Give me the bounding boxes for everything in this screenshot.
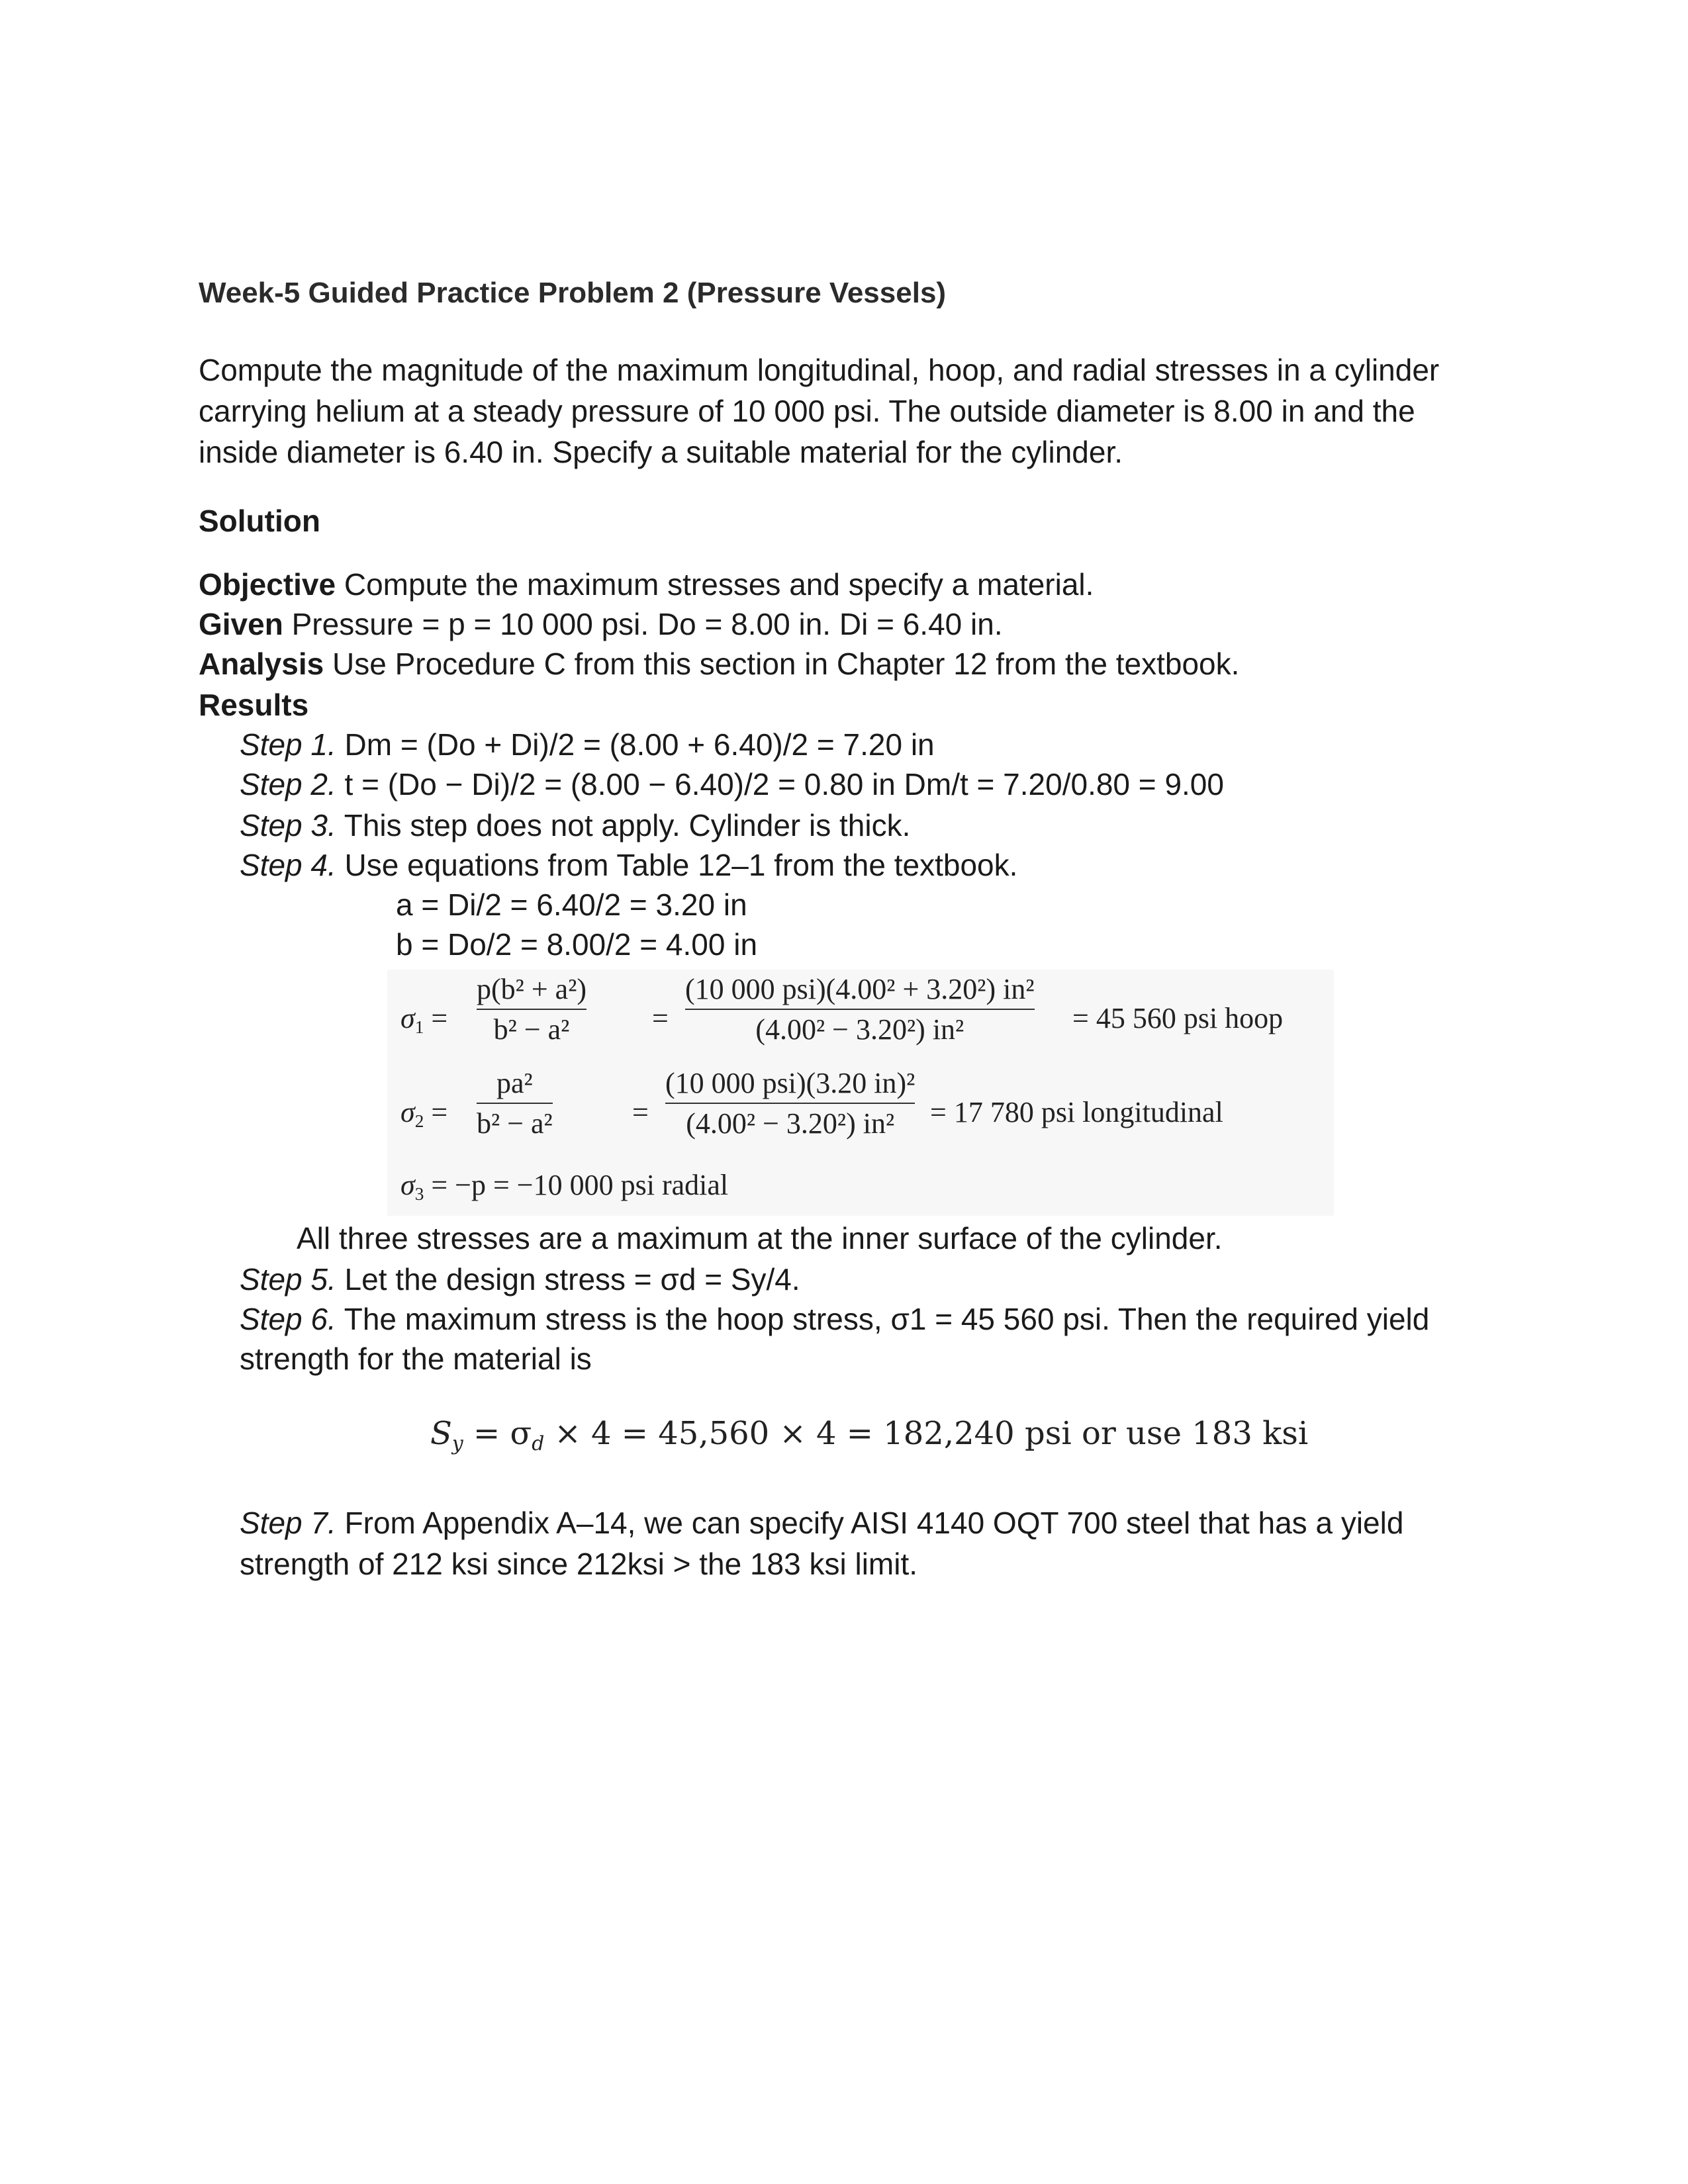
step-7 [240, 1505, 1403, 1541]
objective-text: Compute the maximum stresses and specify a material. [336, 567, 1094, 602]
step-7-text: From Appendix A–14, we can specify AISI 4140 OQT 700 steel that has a yield [336, 1506, 1404, 1540]
step-1-label: Step 1. [240, 727, 336, 762]
sigma2-lhs: $\sigma_2$ = [400, 1096, 448, 1132]
b-definition: b = Do/2 = 8.00/2 = 4.00 in [396, 927, 758, 962]
objective-line [199, 567, 1094, 602]
analysis-text: Use Procedure C from this section in Chapter 12 from the textbook. [324, 647, 1240, 681]
max-stress-note: All three stresses are a maximum at the inner surface of the cylinder. [297, 1221, 1223, 1255]
step-4-label: Step 4. [240, 848, 336, 882]
sigma1-sub-num: (10 000 psi)(4.00² + 3.20²) in² [685, 973, 1035, 1005]
sigma3-equation: $\sigma_3 = -p = -10$ 000 psi radial [400, 1169, 729, 1205]
yield-strength-equation: $S_y = \sigma_d \times 4 = 45,560 \times 4 = 182,240$ psi or use 183 ksi [430, 1415, 1309, 1455]
step-3-text: This step does not apply. Cylinder is thick. [336, 808, 911, 842]
step-1-text: Dm = (Do + Di)/2 = (8.00 + 6.40)/2 = 7.20 in [336, 727, 935, 762]
objective-label: Objective [199, 567, 336, 602]
given-line [199, 606, 1003, 642]
sigma2-sub-num: (10 000 psi)(3.20 in)² [665, 1067, 915, 1099]
step-4-text: Use equations from Table 12–1 from the textbook. [336, 848, 1018, 882]
step-5-label: Step 5. [240, 1262, 336, 1297]
step-6 [240, 1301, 1429, 1337]
sigma2-sub-den: (4.00² − 3.20²) in² [686, 1107, 895, 1140]
sigma2-substitution [665, 1066, 915, 1140]
step-3-label: Step 3. [240, 808, 336, 842]
given-label: Given [199, 607, 283, 641]
step-1 [240, 727, 935, 762]
sigma1-result: = 45 560 psi hoop [1072, 1002, 1284, 1034]
step-2-text: t = (Do − Di)/2 = (8.00 − 6.40)/2 = 0.80 in Dm/t = 7.20/0.80 = 9.00 [336, 767, 1224, 801]
problem-line-2: carrying helium at a steady pressure of 10 000 psi. The outside diameter is 8.00 in and the [199, 394, 1415, 428]
sigma1-formula-num: p(b² + a²) [477, 973, 587, 1005]
step-6-text: The maximum stress is the hoop stress, σ1 = 45 560 psi. Then the required yield [336, 1302, 1430, 1336]
step-6-label: Step 6. [240, 1302, 336, 1336]
step-2 [240, 766, 1224, 802]
sigma1-formula [477, 972, 586, 1046]
sigma2-formula-num: pa² [496, 1067, 533, 1099]
step-4 [240, 847, 1017, 883]
step-2-label: Step 2. [240, 767, 336, 801]
step-5-text: Let the design stress = σd = Sy/4. [336, 1262, 800, 1297]
step-5 [240, 1261, 800, 1297]
step-6-continuation: strength for the material is [240, 1342, 592, 1376]
sigma2-formula [477, 1066, 553, 1140]
problem-line-1: Compute the magnitude of the maximum longitudinal, hoop, and radial stresses in a cylinder [199, 353, 1440, 387]
solution-heading: Solution [199, 504, 320, 538]
analysis-line [199, 646, 1239, 682]
analysis-label: Analysis [199, 647, 324, 681]
sigma2-formula-den: b² − a² [477, 1107, 553, 1140]
step-7-label: Step 7. [240, 1506, 336, 1540]
stress-equations: $\sigma_1$ = p(b² + a²) b² − a² = (10 000 psi)(4.00² + 3.20²) in² (4.00² − 3.20²) in² = 45 560 psi hoop $\sigma_2$ = pa² b² − a² = (10 000 psi)(3.20 in)² (4.00² − 3.20²) in² = 17 780 psi longitudinal $\sigma_3 = -p = -10$ 000 psi radial [387, 970, 1334, 1216]
step-3 [240, 807, 910, 843]
page-title: Week-5 Guided Practice Problem 2 (Pressure Vessels) [199, 277, 947, 309]
sigma1-formula-den: b² − a² [493, 1013, 570, 1046]
given-text: Pressure = p = 10 000 psi. Do = 8.00 in. Di = 6.40 in. [283, 607, 1003, 641]
problem-line-3: inside diameter is 6.40 in. Specify a suitable material for the cylinder. [199, 435, 1123, 469]
step-7-continuation: strength of 212 ksi since 212ksi > the 183 ksi limit. [240, 1547, 918, 1581]
sigma1-sub-den: (4.00² − 3.20²) in² [755, 1013, 964, 1046]
a-definition: a = Di/2 = 6.40/2 = 3.20 in [396, 887, 747, 922]
sigma2-result: = 17 780 psi longitudinal [930, 1096, 1223, 1128]
results-heading: Results [199, 688, 309, 722]
sigma1-substitution [685, 972, 1035, 1046]
sigma1-lhs: $\sigma_1$ = [400, 1002, 448, 1038]
